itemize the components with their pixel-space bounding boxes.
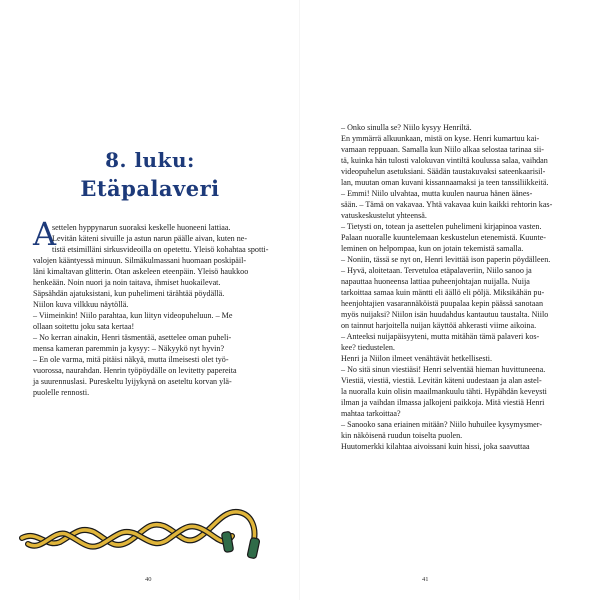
text-line: Viestiä, viestiä, viestiä. Levitän käteni uudestaan ja alan astel- [341, 376, 542, 385]
text-line: kee? tiedustelen. [341, 343, 395, 352]
text-line: valojen kääntyessä minuun. Silmäkulmassani huomaan poskipäil- [33, 256, 247, 265]
jump-rope-handle-right-icon [247, 537, 260, 558]
text-line: sään. – Tämä on vakavaa. Yhtä vakavaa kuin kaikki rehtorin kas- [341, 200, 553, 209]
text-line: – Viimeinkin! Niilo parahtaa, kun liityn videopuheluun. – Me [33, 311, 233, 320]
text-line: tä, kuinka hän tulosti valokuvan vintiltä koulussa salaa, vaihdan [341, 156, 548, 165]
page-number-left: 40 [145, 576, 152, 583]
chapter-number: 8. luku: [105, 148, 195, 172]
text-line: heenjohtajien vasarannäköistä puupalaa kepin päässä sanotaan [341, 299, 544, 308]
text-line: läni kimaltavan glitterin. Otan askeleen eteenpäin. Yleisö haukkoo [33, 267, 249, 276]
chapter-title: Etäpalaveri [80, 176, 220, 201]
text-line: – Anteeksi nuijapäisyyteni, mutta mitähän tämä palaveri kos- [341, 332, 540, 341]
text-line: – Hyvä, aloitetaan. Tervetuloa etäpalaveriin, Niilo sanoo ja [341, 266, 532, 275]
text-line: tarkoittaa samaa kuin mäntti eli äällö eli pöljä. Miksikähän pu- [341, 288, 545, 297]
text-line: ja suurennuslasi. Pureskeltu lyijykynä on aseteltu korvan ylä- [33, 377, 232, 386]
text-line: Levitän käteni sivuille ja astun narun päälle aivan, kuten ne- [52, 234, 248, 243]
text-line: Henri ja Niilon ilmeet venähtävät hetkellisesti. [341, 354, 493, 363]
text-line: – No sitä sinun viestiäsi! Henri selventää hieman huvittuneena. [341, 365, 546, 374]
text-line: henkeään. Noin nuori ja noin taitava, ihmiset huokailevat. [33, 278, 221, 287]
text-line: – Onko sinulla se? Niilo kysyy Henriltä. [341, 123, 472, 132]
text-line: napauttaa huoneensa lattiaa puheenjohtajan nuijalla. Nuija [341, 277, 530, 286]
text-line: – Noniin, tässä se nyt on, Henri levittää ison paperin pöydälleen. [341, 255, 551, 264]
text-line: vamaan reppuaan. Samalla kun Niilo alkaa selostaa tarinaa sii- [341, 145, 544, 154]
text-line: En ymmärrä alkuunkaan, mistä on kyse. Henri kumartuu kai- [341, 134, 540, 143]
text-line: mahtaa tarkoittaa? [341, 409, 401, 418]
text-line: puolelle rennosti. [33, 388, 90, 397]
text-line: – En ole varma, mitä pitäisi näkyä, mutta ilmeisesti olet työ- [33, 355, 229, 364]
text-line: la nuoralla kuin olisin maailmankuulu tähti. Hypähdän keveysti [341, 387, 547, 396]
text-line: Niilon kuva vilkkuu näytöllä. [33, 300, 129, 309]
drop-cap: A [33, 215, 57, 253]
text-line: vatuskeskustelut yhteensä. [341, 211, 427, 220]
text-line: videopuhelun asetuksiani. Säädän taustakuvaksi sateenkaarisil- [341, 167, 546, 176]
text-line: Säpsähdän ajatuksistani, kun puhelimeni tärähtää pöydällä. [33, 289, 225, 298]
text-line: mensa kameran paremmin ja kysyy: – Näkyykö nyt hyvin? [33, 344, 225, 353]
page-number-right: 41 [422, 576, 429, 583]
text-line: myös nuijaksi? Niilon isän huudahdus kantautuu taustalta. Niilo [341, 310, 549, 319]
text-line: settelen hyppynarun suoraksi keskelle huoneeni lattiaa. [52, 223, 231, 232]
text-line: – Emmi! Niilo ulvahtaa, mutta kuulen naurua hänen äänes- [341, 189, 533, 198]
text-line: lan, muutan oman kuvani kissannaamaksi ja teen tanssiliikkeitä. [341, 178, 549, 187]
text-line: – No kerran ainakin, Henri täsmentää, asettelee oman puheli- [33, 333, 232, 342]
right-page [300, 0, 600, 600]
jump-rope-icon [18, 492, 280, 564]
text-line: kin näköisenä ruudun toiselta puolen. [341, 431, 463, 440]
text-line: vuorossa, naurahdan. Henrin työpöydälle on levitetty papereita [33, 366, 237, 375]
text-line: – Tietysti on, totean ja asettelen puhelimeni kirjapinoa vasten. [341, 222, 542, 231]
text-line: ollaan soitettu joku sata kertaa! [33, 322, 135, 331]
text-line: – Sanooko sana eriainen mitään? Niilo huhuilee kysymysmer- [341, 420, 543, 429]
text-line: Palaan nuoralle kuuntelemaan keskustelun etenemistä. Kuunte- [341, 233, 546, 242]
text-line: ilman ja vaihdan ilmassa jalkojeni paikkoja. Mitä viestiä Henri [341, 398, 545, 407]
text-line: leminen on helpompaa, kun on jotain tekemistä samalla. [341, 244, 524, 253]
text-line: tistä etsimilläni sirkusvideoilla on opetettu. Yleisö kohahtaa spotti- [52, 245, 269, 254]
text-line: Huutomerkki kilahtaa aivoissani kuin hissi, joka saavuttaa [341, 442, 530, 451]
text-line: on tainnut harjoitella nuijan käyttöä ahkerasti viime aikoina. [341, 321, 537, 330]
